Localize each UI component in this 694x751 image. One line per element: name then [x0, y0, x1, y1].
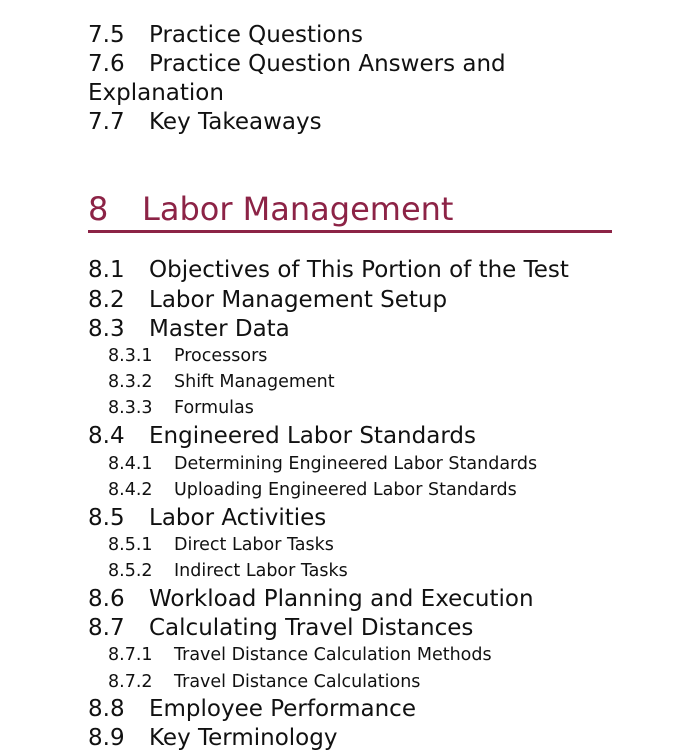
section-title: Key Takeaways — [149, 109, 322, 135]
chapter-heading[interactable] — [88, 190, 454, 228]
section-number: 8.2 — [88, 287, 125, 313]
subsection-title: Travel Distance Calculation Methods — [174, 645, 492, 665]
subsection-number: 8.5.1 — [108, 535, 153, 555]
subsection-number: 8.4.1 — [108, 454, 153, 474]
section-number: 8.4 — [88, 423, 125, 449]
section-title: Master Data — [149, 316, 290, 342]
toc-entry-7-5[interactable] — [88, 24, 363, 47]
chapter-title: Labor Management — [142, 190, 454, 228]
subsection-title: Determining Engineered Labor Standards — [174, 454, 538, 474]
section-number: 7.5 — [88, 22, 125, 48]
subsection-title: Direct Labor Tasks — [174, 535, 334, 555]
section-number: 7.7 — [88, 109, 125, 135]
subsection-title: Shift Management — [174, 372, 335, 392]
toc-entry-8-7-2[interactable] — [108, 674, 420, 692]
toc-entry-8-3[interactable] — [88, 318, 290, 341]
toc-entry-8-1[interactable] — [88, 259, 569, 282]
section-number: 7.6 — [88, 51, 125, 77]
toc-entry-8-4-2[interactable] — [108, 482, 517, 500]
toc-entry-8-5-2[interactable] — [108, 563, 348, 581]
subsection-number: 8.7.1 — [108, 645, 153, 665]
section-title: Key Terminology — [149, 725, 338, 751]
section-title: Calculating Travel Distances — [149, 615, 474, 641]
section-number: 8.1 — [88, 257, 125, 283]
subsection-number: 8.3.1 — [108, 346, 153, 366]
subsection-title: Formulas — [174, 398, 254, 418]
toc-entry-8-5[interactable] — [88, 507, 326, 530]
section-title: Workload Planning and Execution — [149, 586, 534, 612]
section-number: 8.8 — [88, 696, 125, 722]
toc-entry-8-7-1[interactable] — [108, 647, 492, 665]
subsection-number: 8.3.3 — [108, 398, 153, 418]
section-number: 8.6 — [88, 586, 125, 612]
section-number: 8.7 — [88, 615, 125, 641]
toc-entry-7-7[interactable] — [88, 111, 322, 134]
toc-entry-8-8[interactable] — [88, 698, 416, 721]
toc-entry-8-3-2[interactable] — [108, 374, 335, 392]
toc-entry-7-6[interactable] — [88, 53, 506, 76]
toc-entry-8-7[interactable] — [88, 617, 473, 640]
section-title: Practice Questions — [149, 22, 364, 48]
section-number: 8.5 — [88, 505, 125, 531]
toc-entry-7-6-continuation[interactable]: Explanation — [88, 80, 224, 106]
subsection-number: 8.3.2 — [108, 372, 153, 392]
toc-entry-8-9[interactable] — [88, 727, 337, 750]
toc-entry-8-3-1[interactable] — [108, 348, 267, 366]
toc-entry-8-3-3[interactable] — [108, 400, 254, 418]
toc-entry-8-4[interactable] — [88, 425, 476, 448]
chapter-number: 8 — [88, 190, 109, 228]
toc-entry-8-6[interactable] — [88, 588, 534, 611]
toc-entry-8-2[interactable] — [88, 289, 447, 312]
subsection-number: 8.4.2 — [108, 480, 153, 500]
chapter-rule — [88, 230, 612, 233]
section-title: Labor Activities — [149, 505, 327, 531]
section-title: Practice Question Answers and — [149, 51, 506, 77]
section-number: 8.9 — [88, 725, 125, 751]
subsection-title: Processors — [174, 346, 268, 366]
subsection-number: 8.7.2 — [108, 672, 153, 692]
subsection-title: Indirect Labor Tasks — [174, 561, 348, 581]
toc-entry-8-5-1[interactable] — [108, 537, 334, 555]
subsection-title: Travel Distance Calculations — [174, 672, 421, 692]
subsection-title: Uploading Engineered Labor Standards — [174, 480, 517, 500]
section-title: Objectives of This Portion of the Test — [149, 257, 569, 283]
section-number: 8.3 — [88, 316, 125, 342]
subsection-number: 8.5.2 — [108, 561, 153, 581]
section-title: Engineered Labor Standards — [149, 423, 476, 449]
section-title: Labor Management Setup — [149, 287, 448, 313]
section-title: Employee Performance — [149, 696, 416, 722]
toc-entry-8-4-1[interactable] — [108, 456, 537, 474]
